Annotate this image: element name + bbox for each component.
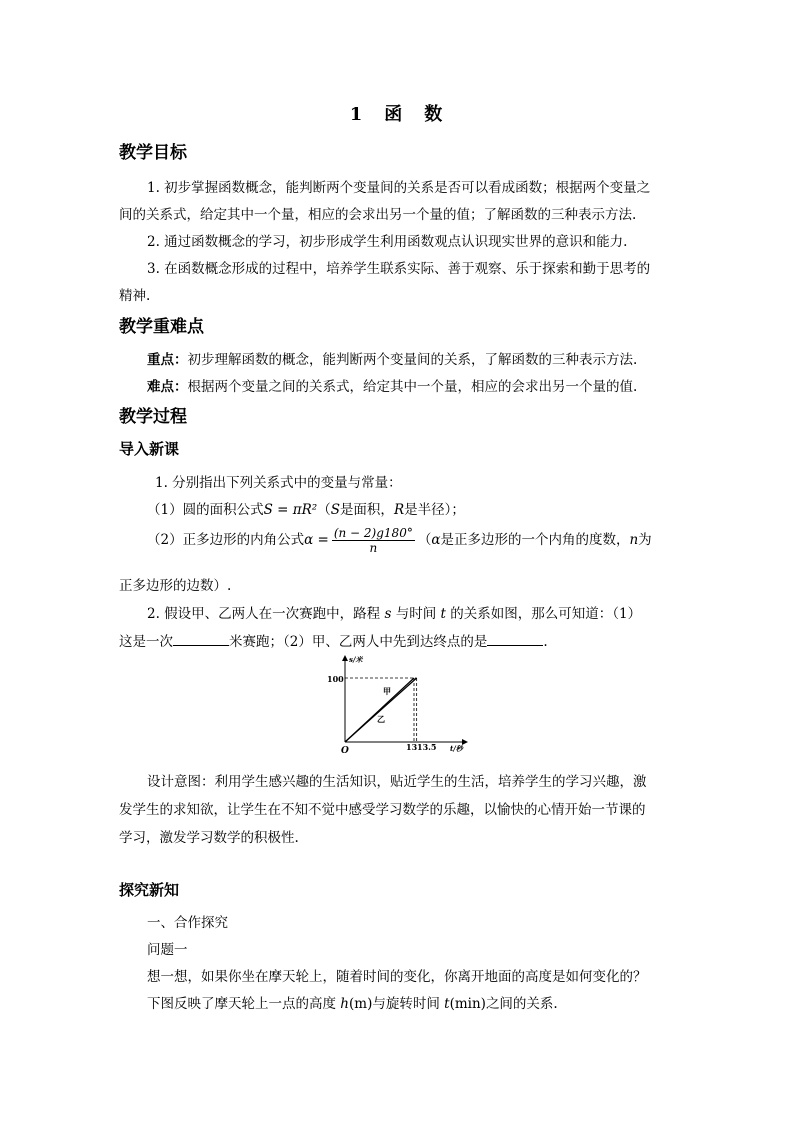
question-2-line-1 bbox=[147, 602, 641, 622]
var-s: s bbox=[384, 606, 392, 622]
section-heading-objectives: 教学目标 bbox=[119, 143, 187, 163]
difficult-point bbox=[147, 375, 637, 395]
q1-1-mid: 是面积， bbox=[339, 502, 394, 518]
question-1-item-2 bbox=[147, 526, 652, 555]
var-n: n bbox=[629, 532, 639, 548]
objective-1-line-2: 间的关系式，给定其中一个量，相应的会求出另一个量的值；了解函数的三种表示方法. bbox=[119, 207, 637, 223]
var-R: R bbox=[393, 502, 405, 518]
q1-2-prefix: （2）正多边形的内角公式 bbox=[147, 532, 305, 548]
design-intent-line-2: 发学生的求知欲，让学生在不知不觉中感受学习数学的乐趣，以愉快的心情开始一节课的 bbox=[119, 802, 646, 818]
question-2-line-2 bbox=[119, 630, 548, 650]
race-chart bbox=[325, 650, 475, 760]
var-h: h bbox=[340, 996, 349, 1012]
fraction-denominator: n bbox=[369, 541, 378, 555]
key-point bbox=[147, 348, 637, 368]
question-1-item-2-cont: 正多边形的边数）. bbox=[119, 578, 232, 594]
answer-blank-2[interactable] bbox=[487, 633, 543, 646]
q2b-mid: 米赛跑；（2）甲、乙两人中先到达终点的是 bbox=[229, 634, 488, 650]
q2-mid: 与时间 bbox=[395, 606, 437, 622]
var-alpha: α bbox=[431, 532, 441, 548]
cooperative-exploration: 一、合作探究 bbox=[147, 915, 228, 931]
objective-3-line-2: 精神. bbox=[119, 288, 151, 304]
subheading-intro: 导入新课 bbox=[119, 440, 180, 458]
q1-1-paren: （ bbox=[317, 502, 331, 518]
subheading-explore: 探究新知 bbox=[119, 881, 180, 899]
x-tick-label-13: 13 bbox=[406, 742, 418, 752]
difficult-point-label: 难点： bbox=[147, 379, 188, 395]
var-t: t bbox=[440, 606, 446, 622]
question-1: 1. 分别指出下列关系式中的变量与常量： bbox=[155, 475, 402, 491]
objective-3-line-1: 3. 在函数概念形成的过程中，培养学生联系实际、善于观察、乐于探索和勤于思考的 bbox=[147, 261, 651, 277]
section-heading-process: 教学过程 bbox=[119, 407, 187, 427]
q1-1-prefix: （1）圆的面积公式 bbox=[147, 502, 264, 518]
area-formula: S = πR² bbox=[263, 502, 318, 518]
page-title: 1 函 数 bbox=[349, 104, 445, 125]
unit-m: (m) bbox=[349, 996, 373, 1012]
fraction-numerator: (n − 2)g180° bbox=[333, 526, 413, 540]
series-line-yi bbox=[345, 678, 417, 742]
y-tick-label: 100 bbox=[327, 674, 344, 684]
objective-2: 2. 通过函数概念的学习，初步形成学生利用函数观点认识现实世界的意识和能力. bbox=[147, 234, 628, 250]
var-t-min: t bbox=[444, 996, 450, 1012]
objective-1-line-1: 1. 初步掌握函数概念，能判断两个变量间的关系是否可以看成函数；根据两个变量之 bbox=[147, 180, 651, 196]
alpha-eq: α = bbox=[304, 532, 329, 548]
key-point-label: 重点： bbox=[147, 352, 188, 368]
section-heading-key-points: 教学重难点 bbox=[119, 317, 204, 337]
ferris-figure-caption bbox=[147, 992, 558, 1012]
problem-one-label: 问题一 bbox=[147, 942, 188, 958]
q1-1-post: 是半径）； bbox=[404, 502, 465, 518]
x-axis-label: t/秒 bbox=[450, 744, 463, 753]
q2b-prefix: 这是一次 bbox=[119, 634, 173, 650]
series-label-jia: 甲 bbox=[383, 687, 391, 696]
unit-min: (min) bbox=[449, 996, 486, 1012]
series-label-yi: 乙 bbox=[377, 715, 385, 724]
angle-formula-fraction bbox=[332, 526, 415, 555]
answer-blank-1[interactable] bbox=[173, 633, 229, 646]
question-1-item-1 bbox=[147, 498, 465, 518]
design-intent-line-3: 学习，激发学习数学的积极性. bbox=[119, 830, 299, 846]
q2-post: 的关系如图，那么可知道：（1） bbox=[450, 606, 642, 622]
origin-label: O bbox=[341, 746, 349, 756]
q2b-post: . bbox=[543, 634, 548, 650]
difficult-point-text: 根据两个变量之间的关系式，给定其中一个量，相应的会求出另一个量的值. bbox=[187, 379, 638, 395]
think-question: 想一想，如果你坐在摩天轮上，随着时间的变化，你离开地面的高度是如何变化的？ bbox=[147, 969, 647, 985]
fig-post: 之间的关系. bbox=[485, 996, 558, 1012]
y-axis-label: s/米 bbox=[349, 655, 363, 664]
q2-prefix: 2. 假设甲、乙两人在一次赛跑中，路程 bbox=[147, 606, 381, 622]
x-tick-label-13-5: 13.5 bbox=[417, 742, 437, 752]
key-point-text: 初步理解函数的概念，能判断两个变量间的关系，了解函数的三种表示方法. bbox=[187, 352, 638, 368]
q1-2-paren: （ bbox=[417, 532, 432, 548]
q1-2-post: 为 bbox=[638, 532, 652, 548]
fig-mid: 与旋转时间 bbox=[372, 996, 440, 1012]
q1-2-mid: 是正多边形的一个内角的度数， bbox=[440, 532, 630, 548]
design-intent-line-1: 设计意图：利用学生感兴趣的生活知识，贴近学生的生活，培养学生的学习兴趣，激 bbox=[147, 774, 647, 790]
fig-prefix: 下图反映了摩天轮上一点的高度 bbox=[147, 996, 336, 1012]
var-S: S bbox=[330, 502, 340, 518]
